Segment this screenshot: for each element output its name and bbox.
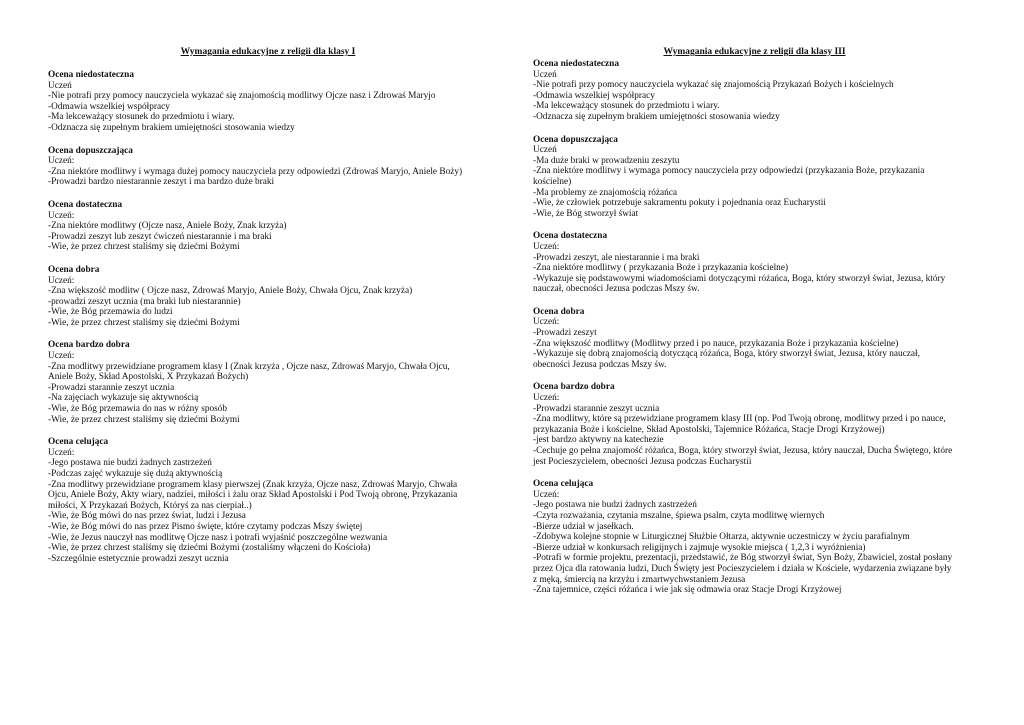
requirement-line: -Cechuje go pełna znajomość różańca, Boga, który stworzył świat, Jezusa, który nauczał, Ducha Świętego, które (533, 446, 953, 456)
section-heading: Ocena dopuszczająca (533, 134, 618, 145)
requirement-line: -Wie, że Bóg stworzył świat (533, 208, 639, 219)
requirement-line: -Bierze udział w jasełkach. (533, 521, 634, 532)
requirement-line: Uczeń (48, 80, 72, 91)
requirement-line: Ojcu, Aniele Boży, Akty wiary, nadziei, miłości i żalu oraz Skład Apostolski i Pod Twoją obronę, Przykazania (48, 490, 458, 501)
requirement-line: -Prowadzi zeszyt (533, 328, 597, 339)
requirement-line: -Wie, że Bóg mówi do nas przez świat, ludzi i Jezusa (48, 511, 246, 522)
right-sections (533, 59, 976, 596)
requirement-line: -Ma problemy ze znajomością różańca (533, 187, 678, 198)
grade-section (48, 146, 488, 188)
grade-section (533, 135, 976, 220)
requirement-line: -prowadzi zeszyt ucznia (ma braki lub niestarannie) (48, 296, 241, 307)
grade-section (533, 307, 976, 371)
grade-section (533, 59, 976, 123)
requirement-line: -Wykazuje się dobrą znajomością dotyczącą różańca, Boga, który stworzył świat, Jezusa, który nauczał, (533, 349, 920, 360)
section-heading: Ocena dostateczna (48, 199, 123, 210)
requirement-line: -Zna modlitwy przewidziane programem klasy I (Znak krzyża , Ojcze nasz, Zdrowaś Maryjo, Chwała Ojcu, (48, 361, 450, 372)
requirement-line: -Szczególnie estetycznie prowadzi zeszyt ucznia (48, 553, 229, 564)
requirement-line: -Prowadzi bardzo niestarannie zeszyt i ma bardzo duże braki (48, 177, 275, 188)
requirement-line: -Prowadzi starannie zeszyt ucznia (48, 382, 175, 393)
requirement-line: -Zna modlitwy przewidziane programem klasy pierwszej (Znak krzyża, Ojcze nasz, Zdrowaś Maryjo, Chwała (48, 479, 458, 490)
requirement-line: -Zna niektóre modlitwy ( przykazania Boże i przykazania kościelne) (533, 263, 789, 274)
requirement-line: -Zna większość modlitwy (Modlitwy przed i po nauce, przykazania Boże i przykazania kościelne) (533, 338, 899, 349)
grade-section (533, 382, 976, 467)
requirement-line: -Ma lekceważący stosunek do przedmiotu i wiary. (48, 112, 235, 123)
requirement-line: -Odznacza się zupełnym brakiem umiejętności stosowania wiedzy (48, 122, 295, 133)
requirement-line: Uczeń (533, 145, 557, 156)
requirement-line: -Wie, że przez chrzest staliśmy się dziećmi Bożymi (48, 414, 240, 425)
requirement-line: -Ma lekceważący stosunek do przedmiotu i wiary. (533, 101, 720, 112)
requirement-line: Uczeń: (48, 447, 75, 458)
requirement-line: -Zdobywa kolejne stopnie w Liturgicznej Służbie Ołtarza, aktywnie uczestniczy w życiu parafialnym (533, 532, 910, 543)
requirement-line: -Prowadzi starannie zeszyt ucznia (533, 403, 660, 414)
requirement-line: -Odmawia wszelkiej współpracy (48, 101, 170, 112)
requirement-line: -Wie, że Bóg przemawia do ludzi (48, 307, 173, 318)
requirement-line: obecności Jezusa podczas Mszy św. (533, 359, 667, 370)
section-heading: Ocena dobra (48, 264, 100, 275)
requirement-line: -Prowadzi zeszyt lub zeszyt ćwiczeń niestarannie i ma braki (48, 231, 272, 242)
requirement-line: -jest bardzo aktywny na katechezie (533, 435, 664, 446)
section-heading: Ocena niedostateczna (533, 59, 619, 69)
requirement-line: Uczeń: (533, 489, 560, 500)
requirement-line: -Podczas zajęć wykazuje się dużą aktywnością (48, 469, 223, 479)
left-sections (48, 70, 488, 564)
requirement-line: -Zna niektóre modlitwy i wymaga pomocy nauczyciela przy odpowiedzi (przykazania Boże, przykazania (533, 166, 925, 177)
requirement-line: kościelne) (533, 176, 572, 187)
requirement-line: Uczeń: (533, 317, 560, 328)
requirement-line: Uczeń: (533, 393, 560, 404)
requirement-line: -Czyta rozważania, czytania mszalne, śpiewa psalm, czyta modlitwę wiernych (533, 510, 825, 521)
section-heading: Ocena dopuszczająca (48, 145, 133, 156)
section-heading: Ocena dobra (533, 306, 585, 317)
requirement-line: -Wie, że człowiek potrzebuje sakramentu pokuty i pojednania oraz Eucharystii (533, 198, 826, 209)
section-heading: Ocena bardzo dobra (533, 382, 615, 393)
requirement-line: miłości, X Przykazań Bożych, Któryś za nas cierpiał..) (48, 500, 252, 511)
requirement-line: -Zna niektóre modlitwy i wymaga dużej pomocy nauczyciela przy odpowiedzi (Zdrowaś Maryjo, Aniele Boży) (48, 166, 463, 177)
requirement-line: -Wie, że przez chrzest staliśmy się dziećmi Bożymi (48, 242, 240, 253)
requirement-line: jest Pocieszycielem, obecności Jezusa podczas Eucharystii (533, 456, 752, 467)
right-title: Wymagania edukacyjne z religii dla klasy III (663, 47, 846, 57)
grade-section (48, 70, 488, 134)
requirement-line: -Potrafi w formie projektu, prezentacji, przedstawić, że Bóg stworzył świat, Syn Boży, Zbawiciel, został posłany (533, 553, 953, 564)
requirement-line: -Wykazuje się podstawowymi wiadomościami dotyczącymi różańca, Boga, który stworzył świat, Jezusa, który (533, 273, 946, 284)
requirement-line: Uczeń (533, 69, 557, 80)
section-heading: Ocena celująca (533, 479, 594, 490)
grade-section (48, 437, 488, 564)
requirement-line: -Zna większość modlitw ( Ojcze nasz, Zdrowaś Maryjo, Aniele Boży, Chwała Ojcu, Znak krzyża) (48, 286, 413, 297)
right-column (533, 47, 976, 608)
requirement-line: -Zna tajemnice, części różańca i wie jak się odmawia oraz Stacje Drogi Krzyżowej (533, 585, 842, 596)
grade-section (48, 200, 488, 253)
requirement-line: -Wie, że przez chrzest staliśmy się dziećmi Bożymi (48, 317, 240, 328)
requirement-line: -Zna niektóre modlitwy (Ojcze nasz, Aniele Boży, Znak krzyża) (48, 221, 287, 232)
requirement-line: -Ma duże braki w prowadzeniu zeszytu (533, 155, 680, 166)
requirement-line: Uczeń: (48, 275, 75, 286)
requirement-line: przez Ojca dla ratowania ludzi, Duch Święty jest Pocieszycielem i działa w Kościele, wydarzenia związane były (533, 563, 952, 574)
requirement-line: -Wie, że Bóg mówi do nas przez Pismo święte, które czytamy podczas Mszy świętej (48, 521, 363, 532)
section-heading: Ocena dostateczna (533, 231, 608, 242)
requirement-line: -Jego postawa nie budzi żadnych zastrzeżeń (533, 500, 697, 511)
requirement-line: -Wie, że Bóg przemawia do nas w różny sposób (48, 404, 228, 415)
requirement-line: -Na zajęciach wykazuje się aktywnością (48, 393, 199, 404)
grade-section (533, 231, 976, 295)
requirement-line: -Odmawia wszelkiej współpracy (533, 90, 655, 101)
section-heading: Ocena bardzo dobra (48, 340, 130, 351)
requirement-line: -Odznacza się zupełnym brakiem umiejętności stosowania wiedzy (533, 111, 780, 122)
left-column (48, 47, 488, 576)
section-heading: Ocena niedostateczna (48, 70, 134, 80)
section-heading: Ocena celująca (48, 437, 109, 448)
requirement-line: -Zna modlitwy, które są przewidziane programem klasy III (np. Pod Twoją obronę, modlitwy przed i po nauce, (533, 414, 946, 425)
requirement-line: przykazania Boże i kościelne, Skład Apostolski, Tajemnice Różańca, Stacje Drogi Krzyżowej) (533, 424, 885, 435)
requirement-line: -Bierze udział w konkursach religijnych i zajmuje wysokie miejsca ( 1,2,3 i wyróżnienia) (533, 542, 866, 553)
requirement-line: -Nie potrafi przy pomocy nauczyciela wykazać się znajomością modlitwy Ojcze nasz i Zdrowaś Maryjo (48, 91, 436, 102)
requirement-line: Uczeń: (48, 156, 75, 167)
grade-section (48, 265, 488, 329)
requirement-line: -Wie, że przez chrzest staliśmy się dziećmi Bożymi (zostaliśmy włączeni do Kościoła) (48, 543, 371, 554)
grade-section (48, 340, 488, 425)
requirement-line: Uczeń: (533, 241, 560, 252)
requirement-line: nauczał, obecności Jezusa podczas Mszy św. (533, 284, 700, 295)
grade-section (533, 479, 976, 596)
requirement-line: -Wie, że Jezus nauczył nas modlitwę Ojcze nasz i potrafi wyjaśnić poszczególne wezwania (48, 532, 388, 543)
requirement-line: -Nie potrafi przy pomocy nauczyciela wykazać się znajomością Przykazań Bożych i kościelnych (533, 80, 894, 91)
requirement-line: -Jego postawa nie budzi żadnych zastrzeżeń (48, 458, 212, 469)
requirement-line: Aniele Boży, Skład Apostolski, X Przykazań Bożych) (48, 372, 249, 383)
left-title: Wymagania edukacyjne z religii dla klasy I (180, 47, 356, 57)
requirement-line: z męką, śmiercią na krzyżu i zmartwychwstaniem Jezusa (533, 574, 746, 585)
requirement-line: Uczeń: (48, 351, 75, 362)
requirement-line: -Prowadzi zeszyt, ale niestarannie i ma braki (533, 252, 700, 263)
requirement-line: Uczeń: (48, 210, 75, 221)
